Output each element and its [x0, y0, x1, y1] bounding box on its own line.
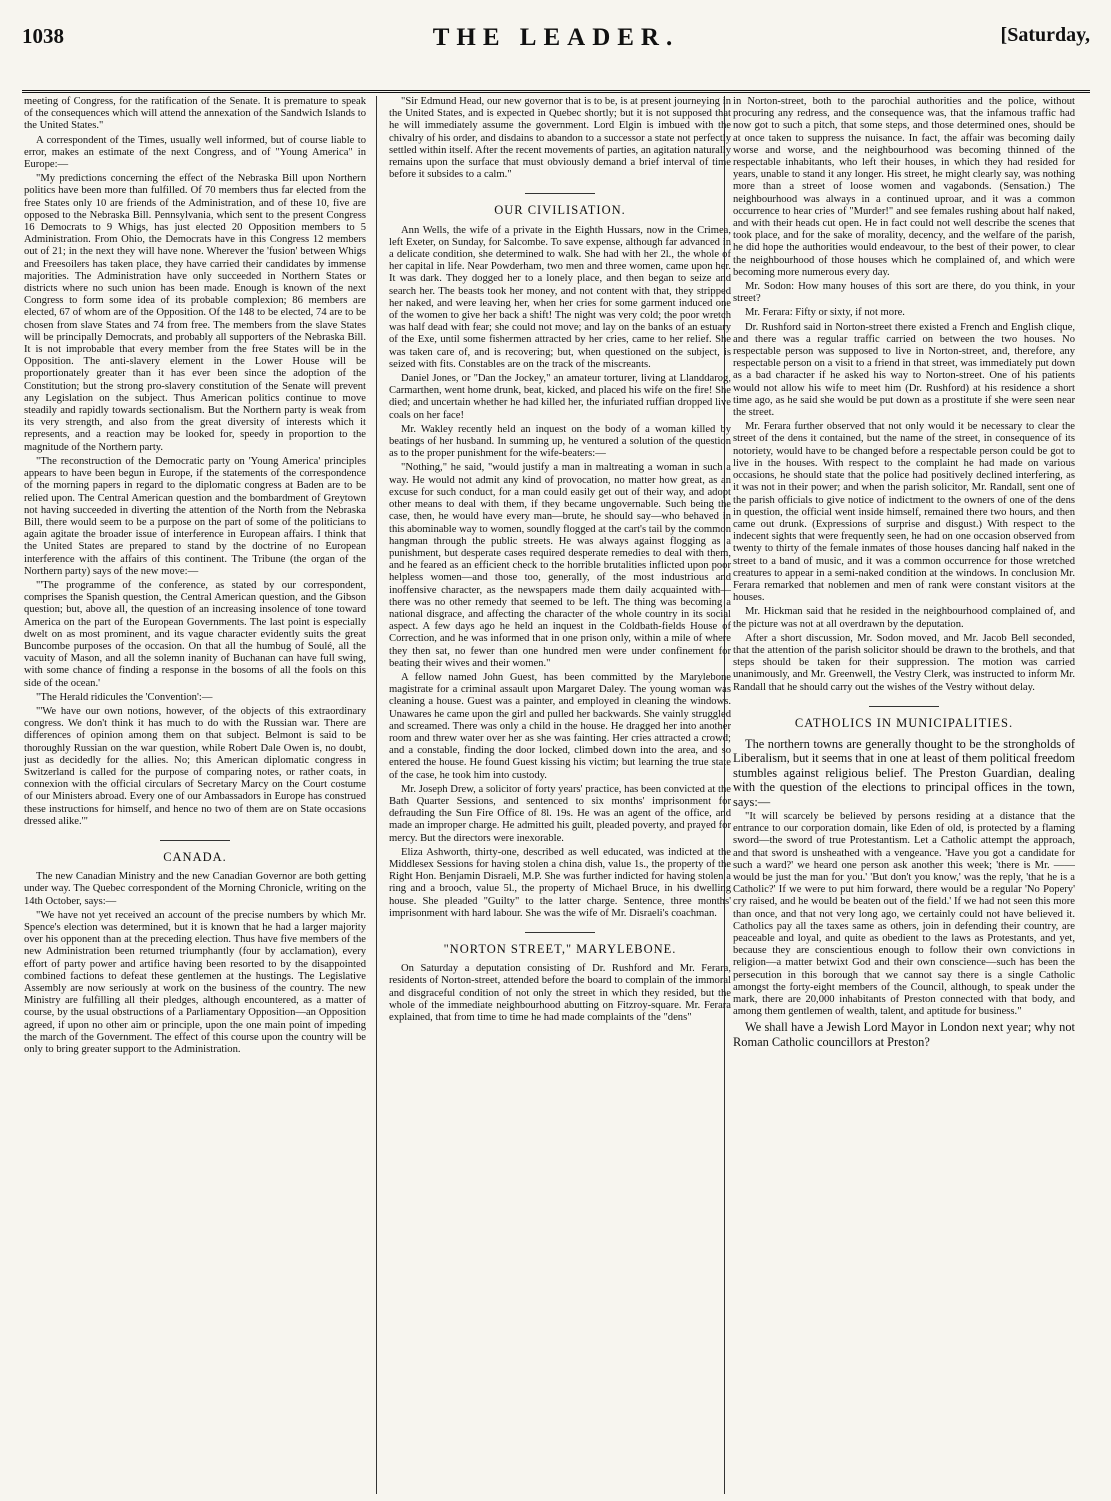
- section-heading-our-civilisation: OUR CIVILISATION.: [389, 193, 731, 216]
- paragraph: "It will scarcely be believed by persons residing at a distance that the entrance to our corporation domain, like Eden of old, is protected by a flaming sword—the sword of true Protestantism. Let a Catholic attempt the approach, and that sword is unsheathed with a vengeance. 'Have you got a candidate for such a ward?' we heard one person ask another this week; 'there is Mr. —— would be just the man for you.' 'But don't you know,' was the reply, 'that he is a Catholic?' If we were to put him forward, there would be a regular 'No Popery' cry raised, and he would be beaten out of the field.' If we had not seen this more than once, and that not very long ago, we certainly could not have believed it. Catholics pay all the taxes same as others, join in defending their country, are peaceable and loyal, and quite as obedient to the laws as Protestants, and yet, because they are conscientious enough to follow their own convictions in religion—a matter betwixt God and their own conscience—such has been the persecution in this borough that we cannot say there is a single Catholic amongst the forty-eight members of the Council, although, to speak under the mark, there are 20,000 inhabitants of Preston connected with that body, and among them gentlemen of wealth, talent, and aptitude for business.": [733, 810, 1075, 1018]
- paragraph: Mr. Ferara further observed that not only would it be necessary to clear the street of the dens it contained, but the name of the street, in consequence of its notoriety, would have to be changed before a respectable person could be got to live in the houses. With respect to the complaint he had made on various occasions, he should state that the police had positively declined interfering, as it was not in their power; and when the parish solicitor, Mr. Randall, sent one of the parish officials to give notice of indictment to the owners of one of the dens in question, the official went inside himself, remained there two hours, and then came out drunk. (Expressions of surprise and disgust.) With respect to the indecent sights that were frequently seen, he had on one occasion observed from twenty to thirty of the female inmates of those houses dancing half naked in the street to a band of music, and it was a common occurrence for those wretched creatures to appear in a semi-naked condition at the windows. In conclusion Mr. Ferara remarked that noblemen and men of rank were constant visitors at the houses.: [733, 421, 1075, 604]
- paragraph: "The reconstruction of the Democratic party on 'Young America' principles appears to have been begun in Europe, if the statements of the correspondence of the morning papers in regard to the diplomatic congress at Baden are to be relied upon. The Central American question and the bombardment of Greytown not having succeeded in diverting the attention of the North from the Nebraska Bill, there would seem to be a purpose on the part of some of the politicians to again agitate the broader issue of interference in European affairs. I think that the United States are prepared to stand by the doctrine of no European interference with the affairs of this continent. The Tribune (the organ of the Northern party) says of the new move:—: [24, 455, 366, 577]
- paragraph: "Nothing," he said, "would justify a man in maltreating a woman in such a way. He would not admit any kind of provocation, no matter how great, as an excuse for such conduct, for a man could easily get out of their way, and adopt other means to deal with them, if they became ungovernable. Such being the case, then, he would have every man—brute, he should say—who behaved in this abominable way to women, soundly flogged at the cart's tail by the common hangman through the public streets. He was always against flogging as a punishment, but desperate cases required desperate remedies to deal with them, and he feared as an efficient check to the horrible brutalities inflicted upon poor helpless women—and those too, generally, of the most industrious and inoffensive character, as the newspapers made them daily acquainted with—there was no other remedy that seemed to be left. The thing was becoming a national disgrace, and affecting the character of the whole country in its social aspect. A few days ago he held an inquest in the Coldbath-fields House of Correction, and he was informed that in one prison only, within a mile of where they then sat, no fewer than one hundred men were under confinement for beating their wives and their women.": [389, 462, 731, 669]
- issue-day: [Saturday,: [1000, 24, 1090, 46]
- paragraph: The northern towns are generally thought to be the strongholds of Liberalism, but it seems that in one at least of them political freedom stumbles against religious belief. The Preston Guardian, dealing with the question of the elections to principal offices in the town, says:—: [733, 736, 1075, 809]
- section-heading-catholics-in-municipalities: CATHOLICS IN MUNICIPALITIES.: [733, 706, 1075, 729]
- column-divider: [376, 96, 377, 1494]
- column-1: [24, 96, 366, 1496]
- paragraph: Mr. Hickman said that he resided in the neighbourhood complained of, and the picture was not at all overdrawn by the deputation.: [733, 606, 1075, 630]
- masthead: [22, 22, 1090, 62]
- paragraph: The new Canadian Ministry and the new Canadian Governor are both getting under way. The Quebec correspondent of the Morning Chronicle, writing on the 14th October, says:—: [24, 871, 366, 907]
- paragraph: Dr. Rushford said in Norton-street there existed a French and English clique, and there was a regular traffic carried on between the two houses. No respectable person was supposed to live in Norton-street, and, therefore, any respectable person on a visit to a friend in that street, was immediately put down as a bad character if he asked his way to Norton-street. One of his patients would not allow his wife to meet him (Dr. Rushford) at his residence a short time ago, as he said she would be put down as a prostitute if she were seen near the street.: [733, 321, 1075, 419]
- paragraph: "'The programme of the conference, as stated by our correspondent, comprises the Spanish question, the Central American question, and the Gibson question; but, above all, the question of an increasing insolence of tone toward America on the part of the European Governments. The last point is especially dwelt on as most prominent, and its vague character evidently suits the great Buncombe purposes of the occasion. On that all the humbug of Soulé, all the vacuity of Mason, and all the solemn inanity of Buchanan can have full swing, with some chance of finding a response in the bosoms of all the fools on this side of the ocean.': [24, 579, 366, 689]
- paragraph: On Saturday a deputation consisting of Dr. Rushford and Mr. Ferara, residents of Norton-street, attended before the board to complain of the immoral and disgraceful condition of not only the street in which they resided, but the whole of the immediate neighbourhood abutting on Fitzroy-square. Mr. Ferara explained, that from time to time he had made complaints of the "dens": [389, 963, 731, 1024]
- paragraph: meeting of Congress, for the ratification of the Senate. It is premature to speak of the consequences which will attend the annexation of the Sandwich Islands to the United States.": [24, 96, 366, 132]
- paragraph: "'We have our own notions, however, of the objects of this extraordinary congress. We don't think it has much to do with the Russian war. There are differences of opinion among them on that subject. Belmont is said to be thoroughly Russian on the war question, while Robert Dale Owen is, no doubt, just as decidedly for the allies. No; this American diplomatic congress in Switzerland is called for the purpose of comparing notes, or rather coats, in connexion with the official circulars of Secretary Marcy on the Court costume of our Ministers abroad. Every one of our Ambassadors in Europe has construed these instructions for himself, and hence no two of them are on State occasions dressed alike.'": [24, 705, 366, 827]
- paragraph: We shall have a Jewish Lord Mayor in London next year; why not Roman Catholic councillors at Preston?: [733, 1020, 1075, 1049]
- paragraph: Mr. Joseph Drew, a solicitor of forty years' practice, has been convicted at the Bath Quarter Sessions, and sentenced to six months' imprisonment for defrauding the Sun Fire Office of 8l. 19s. He was an agent of the office, and made an improper charge. He admitted his guilt, pleaded poverty, and prayed for mercy. But the directors were inexorable.: [389, 783, 731, 844]
- paragraph: "My predictions concerning the effect of the Nebraska Bill upon Northern politics have been more than fulfilled. Of 70 members thus far elected from the free States only 10 are friends of the Administration, and of these 10, five are opposed to the Nebraska Bill. Pennsylvania, which sent to the present Congress 16 Democrats to 9 Whigs, has just elected 20 Opposition members to 5 Administration. From Ohio, the Democrats have in this Congress 12 members out of 21; in the next they will have none. Wherever the 'fusion' between Whigs and Freesoilers has taken place, they have carried their candidates by immense majorities. The Administration have only succeeded in Northern States or districts where no such union has been made. Enough is known of the next Congress to form some idea of its probable complexion; 86 members are elected, 67 of whom are of the Opposition. Of the 148 to be elected, 74 are to be chosen from slave States and 74 from free. The members from the slave States will be principally Democrats, and probably all supporters of the Nebraska Bill. It is not improbable that every member from the free States will be in the Opposition. The anti-slavery element in the Lower House will be proportionately greater than it has ever been since the adoption of the Constitution; but the strong pro-slavery constitution of the Senate will prevent any Legislation on the subject. Thus American politics continue to move steadily and rapidly towards sectionalism. But the Northern party is weak from its very strength, and also from the great diversity of interests which it represents, and a reaction may be looked for, speedy in proportion to the magnitude of the Northern party.: [24, 173, 366, 453]
- paragraph: Daniel Jones, or "Dan the Jockey," an amateur torturer, living at Llanddarog, Carmarthen, went home drunk, beat, kicked, and placed his wife on the fire! She died; and uncertain whether he had killed her, the infuriated ruffian dropped live coals on her face!: [389, 373, 731, 421]
- paragraph: A correspondent of the Times, usually well informed, but of course liable to error, makes an estimate of the next Congress, and of "Young America" in Europe:—: [24, 134, 366, 171]
- paragraph: Mr. Ferara: Fifty or sixty, if not more.: [745, 307, 905, 319]
- paragraph: Mr. Wakley recently held an inquest on the body of a woman killed by beatings of her husband. In summing up, he ventured a solution of the question as to the proper punishment for the wife-beaters:—: [389, 423, 731, 460]
- newspaper-title: THE LEADER.: [432, 24, 680, 51]
- paragraph: Mr. Sodon: How many houses of this sort are there, do you think, in your street?: [733, 281, 1075, 305]
- section-heading-norton-street: "NORTON STREET," MARYLEBONE.: [389, 932, 731, 955]
- paragraph: A fellow named John Guest, has been committed by the Marylebone magistrate for a criminal assault upon Margaret Daley. The young woman was cleaning a house. Guest was a painter, and employed in cleaning the windows. Unawares he came upon the girl and pulled her backwards. She vainly struggled and screamed. There was only a child in the house. He dragged her into another room and threw water over her as she was fainting. Her cries attracted a crowd; and a constable, finding the door locked, climbed down into the area, and so entered the house. He found Guest kissing his victim; but learning the true state of the case, he took him into custody.: [389, 671, 731, 781]
- column-2: [389, 96, 731, 1496]
- page-number: 1038: [22, 24, 64, 48]
- paragraph: Eliza Ashworth, thirty-one, described as well educated, was indicted at the Middlesex Sessions for having stolen a china dish, value 1s., the property of the Right Hon. Benjamin Disraeli, M.P. She was further indicted for having stolen a ring and a brooch, value 5l., the property of Michael Bruce, in his dwelling house. She pleaded "Guilty" to the latter charge. Sentence, three months' imprisonment with hard labour. She was the wife of Mr. Disraeli's coachman.: [389, 846, 731, 919]
- column-3: [733, 96, 1075, 1496]
- masthead-rule: [22, 90, 1090, 93]
- paragraph: Ann Wells, the wife of a private in the Eighth Hussars, now in the Crimea, left Exeter, on Sunday, for Salcombe. To save expense, although far advanced in a delicate condition, she determined to walk. She had with her 2l., the whole of her capital in life. Near Powderham, two men and three women, came upon her. It was dark. They dogged her to a lonely place, and then began to seize and search her. The beasts took her money, and not content with that, they stripped her naked, and were leaving her, when her cries for some garment induced one of the women to give her back a shift! The night was very cold; the poor wretch was half dead with fear; she could not move; and lay on the banks of an estuary of the Exe, until some fishermen attracted by her cries, came to her relief. She was taken care of, and is recovering; but, when questioned on the subject, is seized with fits. Constables are on the track of the miscreants.: [389, 224, 731, 370]
- paragraph: After a short discussion, Mr. Sodon moved, and Mr. Jacob Bell seconded, that the attention of the parish solicitor should be drawn to the brothels, and that steps should be taken for their suppression. The motion was carried unanimously, and Mr. Greenwell, the Vestry Clerk, was instructed to inform Mr. Randall that he should carry out the wishes of the Vestry without delay.: [733, 632, 1075, 693]
- section-heading-canada: CANADA.: [24, 840, 366, 863]
- paragraph: in Norton-street, both to the parochial authorities and the police, without procuring any redress, and the consequence was, that the infamous traffic had now got to such a pitch, that some steps, and those determined ones, should be at once taken to suppress the nuisance. In fact, the affair was becoming daily worse and worse, and the neighbourhood was becoming thinned of the respectable inhabitants, who left their houses, in which they had resided for years, unable to stand it any longer. His street, he might clearly say, was nothing more than a street of loose women and vagabonds. (Sensation.) The neighbourhood was always in a continued uproar, and it was a common occurrence to hear cries of "Murder!" and see females rushing about half naked, and with their heads cut open. He in fact could not well describe the scenes that took place, and for the sake of morality, decency, and the welfare of the parish, he did hope the authorities would endeavour, to the best of their power, to clear the neighbourhood of those houses which he complained of, and which were becoming more numerous every day.: [733, 96, 1075, 278]
- paragraph: "We have not yet received an account of the precise numbers by which Mr. Spence's election was determined, but it is known that he had a larger majority over his opponent than at the preceding election. Thus have five members of the new Administration been returned triumphantly (four by acclamation), every effort of party power and artifice having been resorted to by the disappointed combined factions to defeat these gentlemen at the hustings. The Legislative Assembly are now seriously at work on the business of the country. The new Ministry are fulfilling all their pledges, although encountered, as a matter of course, by the usual obstructions of a Parliamentary Opposition—an Opposition agreed, if upon no other aim or principle, upon the one main point of impeding the march of the Government. The effect of this course upon the country will be only to bring greater support to the Administration.: [24, 909, 366, 1056]
- paragraph: "The Herald ridicules the 'Convention':—: [36, 691, 213, 703]
- paragraph: "Sir Edmund Head, our new governor that is to be, is at present journeying in the United States, and is expected in Quebec shortly; but it is not supposed that he will immediately assume the government. Lord Elgin is imbued with the chivalry of his order, and disdains to abandon to a successor a state not perfectly settled within itself. After the recent movements of parties, an agitation naturally remains upon the surface that must obviously demand a brief interval of time before it subsides to a calm.": [389, 96, 731, 181]
